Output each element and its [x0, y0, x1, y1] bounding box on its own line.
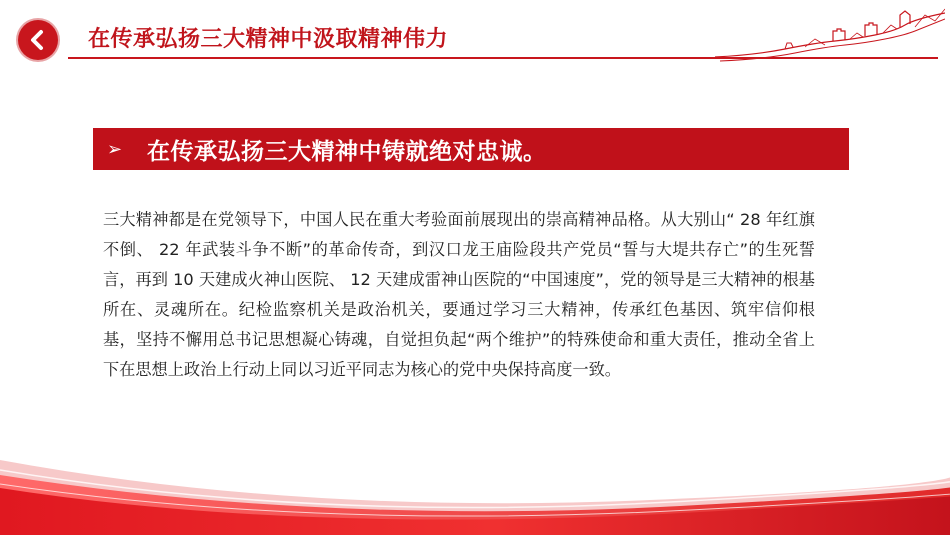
- chevron-left-icon: [27, 29, 49, 51]
- banner-title: 在传承弘扬三大精神中铸就绝对忠诚。: [147, 138, 547, 165]
- great-wall-decoration: [715, 5, 945, 65]
- body-paragraph: 三大精神都是在党领导下，中国人民在重大考验面前展现出的崇高精神品格。从大别山“ 28 年红旗不倒、 22 年武装斗争不断”的革命传奇，到汉口龙王庙险段共产党员“誓与大堤共存亡”的生死誓言，再到 10 天建成火神山医院、 12 天建成雷神山医院的“中国速度”，党的领导是三大精神的根基所在、灵魂所在。纪检监察机关是政治机关，要通过学习三大精神，传承红色基因、筑牢信仰根基，坚持不懈用总书记思想凝心铸魂，自觉担负起“两个维护”的特殊使命和重大责任，推动全省上下在思想上政治上行动上同以习近平同志为核心的党中央保持高度一致。: [103, 210, 815, 379]
- page-title: 在传承弘扬三大精神中汲取精神伟力: [88, 27, 449, 52]
- arrow-bullet-icon: ➢: [107, 138, 123, 160]
- back-button[interactable]: [18, 20, 58, 60]
- section-banner: [93, 128, 849, 170]
- red-wave-decoration: [0, 440, 950, 535]
